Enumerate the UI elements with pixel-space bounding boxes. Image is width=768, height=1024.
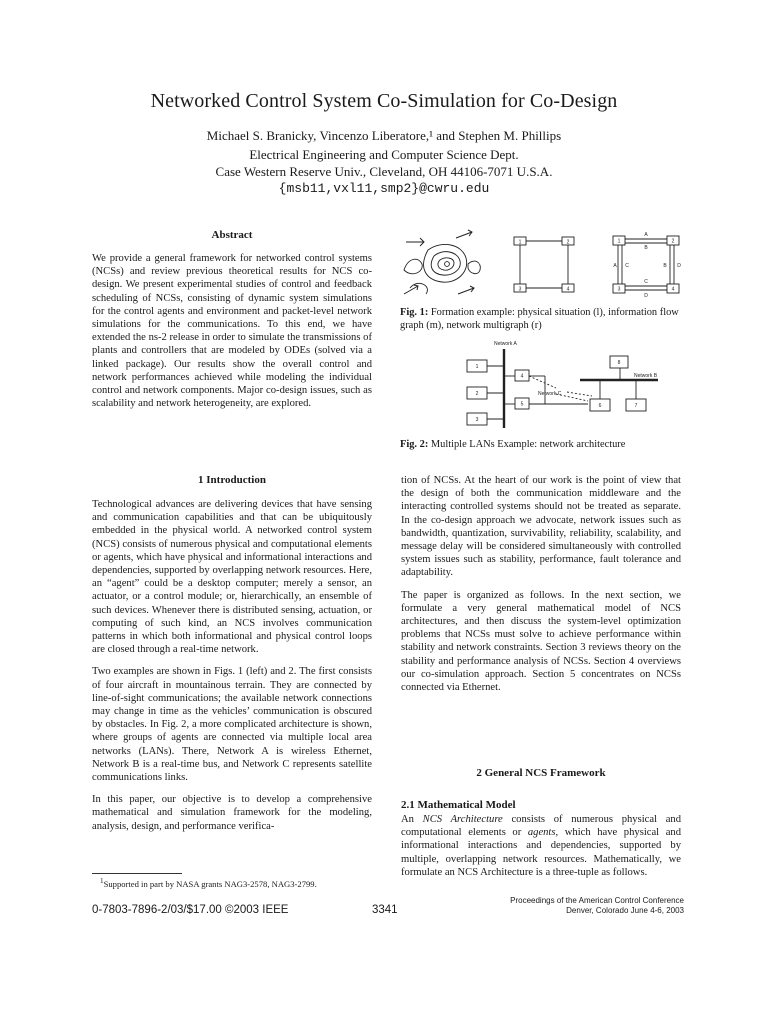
abstract-paragraph: We provide a general framework for networked control systems (NCSs) and review previous theoretical results for NCS co-design. We present experimental studies of control and feedback scheduling of NCSs, consisting of dynamic system simulations for the control agents and environment and packet-level network simulations for the communications. To this end, we have extended the ns-2 release in order to simulate the transmissions of plants and controllers that are modeled by ODEs (solved via a linked package). Our results show the overall control and network performances achieved while modeling the individual control and network components. Major co-design issues, such as scalability and network heterogeneity, are explored.	[92, 253, 372, 410]
intro-right-paragraph-2: The paper is organized as follows. In the next section, we formulate a very general mathematical model of NCS architectures, and then discuss the system-level optimization problems that NCSs must solve to achieve performance within stability and network constraints. Section 3 reviews theory on the stability and performance analysis of NCSs. Section 4 overviews our co-simulation approach. Section 5 concentrates on NCSs connected via Ethernet.	[401, 589, 681, 694]
model-term-ncs-architecture: NCS Architecture	[422, 814, 503, 825]
fig1-edge-label-c: C	[644, 279, 648, 285]
fig2-caption-text: Multiple LANs Example: network architecture	[430, 439, 626, 450]
fig1-label: Fig. 1:	[400, 307, 429, 318]
fig1-right-label-3: 3	[617, 286, 621, 293]
fig1-drawing	[398, 228, 688, 302]
fig2-network-a-label: Network A	[494, 341, 517, 347]
fig2-caption	[400, 438, 690, 451]
fig2-node-8-label: 8	[617, 360, 621, 366]
fig1-information-flow-graph	[514, 237, 574, 292]
fig1-edge-label-a2: A	[613, 263, 617, 269]
model-sub-heading: 2.1 Mathematical Model	[401, 799, 516, 811]
affiliation-dept: Electrical Engineering and Computer Science Dept.	[249, 147, 519, 162]
fig1-edge-label-d2: D	[677, 263, 681, 269]
model-paragraph	[401, 813, 681, 879]
authors: Michael S. Branicky, Vincenzo Liberatore,¹ and Stephen M. Phillips	[206, 128, 562, 143]
footer-isbn: 0-7803-7896-2/03/$17.00 ©2003 IEEE	[92, 904, 289, 916]
fig2-drawing	[462, 338, 684, 430]
fig2-network-c-label: Network C	[538, 391, 562, 397]
intro-paragraph-3: In this paper, our objective is to develop a comprehensive mathematical and simulation framework for the modeling, analysis, design, and performance verifica-	[92, 794, 372, 832]
intro-right-paragraph-1: tion of NCSs. At the heart of our work is the point of view that the design of both the communication middleware and the interacting controlled systems should not be treated as separate. In the co-design approach we advocate, network issues such as bandwidth, quantization, survivability, reliability, scalability, and message delay will be considered simultaneously with controlled system issues such as stability, performance, fault tolerance and adaptability.	[401, 475, 681, 579]
model-text-end: , which have physical and informational interactions and dependencies, supported by multiple, overlapping network resources. Mathematically, we formulate an NCS Architecture is a three-tuple as follows.	[401, 827, 681, 878]
fig1-edge-label-b2: B	[663, 263, 667, 269]
fig1-caption	[400, 306, 690, 332]
framework-heading: 2 General NCS Framework	[476, 767, 606, 779]
fig1-mid-label-2: 2	[566, 239, 570, 246]
paper-title: Networked Control System Co-Simulation for Co-Design	[150, 90, 618, 112]
affiliation-univ: Case Western Reserve Univ., Cleveland, OH 44106-7071 U.S.A.	[215, 164, 553, 179]
fig2-node-4-label: 4	[520, 373, 524, 380]
fig1-caption-text: Formation example: physical situation (l), information flow graph (m), network multigraph (r)	[400, 307, 679, 331]
fig1-right-label-4: 4	[671, 286, 675, 293]
footer-page-number: 3341	[372, 904, 398, 916]
intro-paragraph-2: Two examples are shown in Figs. 1 (left) and 2. The first consists of four aircraft in mountainous terrain. They are connected by line-of-sight communications; the available network connections may change in time as the vehicles’ communication is obscured by obstacles. In Fig. 2, a more complicated architecture is shown, where groups of agents are connected via multiple local area networks (LANs). There, Network A is wireless Ethernet, Network B is a real-time bus, and Network C represents satellite communications links.	[92, 666, 372, 784]
figure-1	[398, 228, 688, 302]
abstract-text	[92, 252, 372, 419]
model-text-start: An	[401, 814, 423, 825]
fig2-node-5-label: 5	[520, 401, 524, 408]
intro-left-column	[92, 498, 372, 842]
fig1-edge-label-b: B	[644, 245, 648, 251]
intro-paragraph-1: Technological advances are delivering devices that have sensing and communication capabilities and that can be ubiquitously embedded in the physical world. A networked control system (NCS) consists of numerous physical and computational elements or agents, which have physical and informational interactions and dependencies, supported by overlapping network resources. Here, an “agent” could be a desktop computer; merely a sensor, an actuator, or a control module; or, hierarchically, an ensemble of such devices. Whenever there is distributed sensing, actuation, or computing of such kind, an NCS involves communication patterns in which both informational and physical control loops are closed through a real-time network.	[92, 499, 372, 656]
model-term-agents: agents	[527, 827, 556, 839]
fig1-mid-label-1: 1	[518, 239, 522, 246]
email: {msb11,vxl11,smp2}@cwru.edu	[278, 181, 490, 196]
footer-conference: Proceedings of the American Control Conference	[510, 896, 684, 905]
footnote-mark: 1	[100, 877, 104, 885]
model-text-mid: consists of numerous physical and computational elements or	[401, 814, 681, 839]
figure-2	[462, 338, 684, 430]
fig2-node-6-label: 6	[598, 403, 602, 409]
abstract-heading: Abstract	[211, 229, 253, 241]
footnote-text: Supported in part by NASA grants NAG3-2578, NAG3-2799.	[103, 878, 317, 889]
intro-heading: 1 Introduction	[198, 474, 266, 486]
fig1-edge-label-d: D	[644, 293, 648, 299]
fig2-label: Fig. 2:	[400, 439, 429, 450]
fig1-right-label-2: 2	[671, 238, 675, 245]
footnote	[100, 876, 380, 890]
fig1-physical-situation	[404, 244, 480, 294]
intro-right-column	[401, 474, 681, 703]
fig1-mid-label-3: 3	[518, 286, 522, 293]
fig2-network-b-label: Network B	[634, 373, 658, 379]
model-column	[401, 813, 681, 888]
fig2-node-7-label: 7	[634, 403, 638, 409]
fig2-node-3-label: 3	[475, 417, 479, 423]
fig2-node-1-label: 1	[475, 364, 479, 370]
fig2-node-2-label: 2	[475, 391, 479, 397]
fig1-right-label-1: 1	[617, 238, 621, 245]
fig1-edge-label-a: A	[644, 232, 648, 238]
fig1-edge-label-c2: C	[625, 263, 629, 269]
footer-location: Denver, Colorado June 4-6, 2003	[566, 906, 684, 915]
footnote-rule	[92, 873, 182, 874]
fig1-mid-label-4: 4	[566, 286, 570, 293]
